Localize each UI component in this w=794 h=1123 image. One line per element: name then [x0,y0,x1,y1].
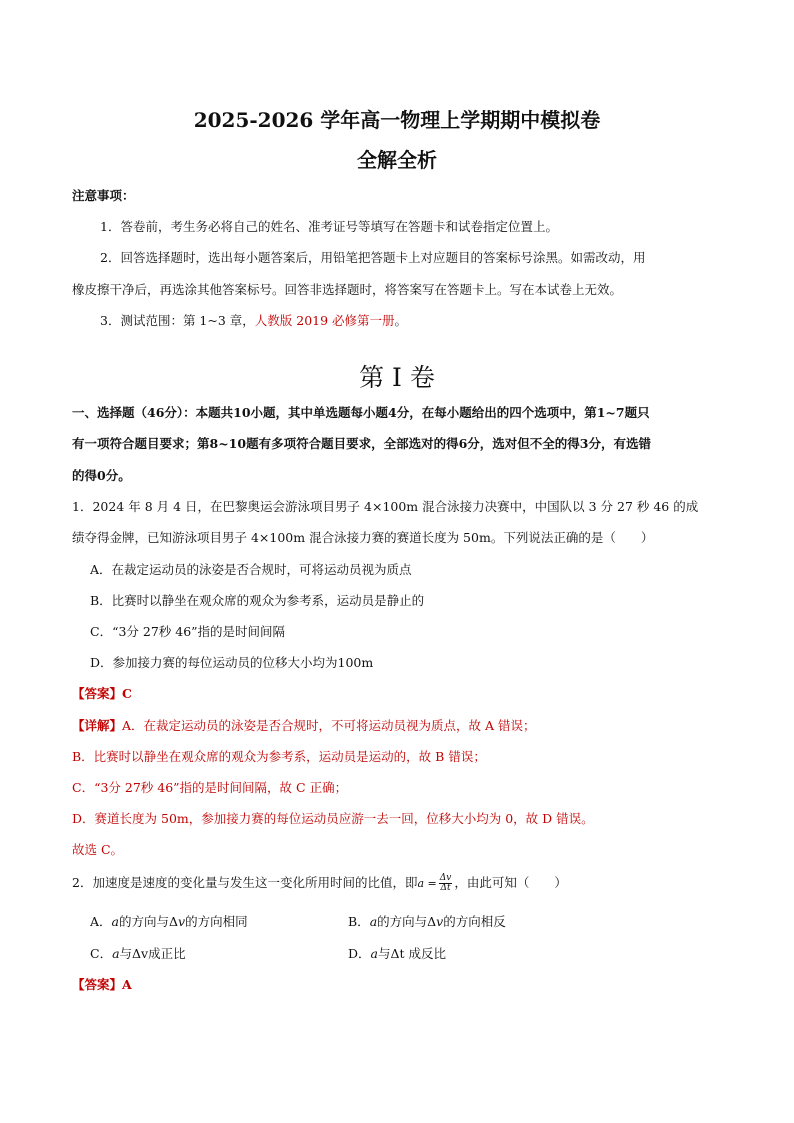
q2-option-b-mid: 的方向与Δ [377,914,437,929]
q1-conclusion: 故选 C。 [72,842,124,857]
q1-option-d: D．参加接力赛的每位运动员的位移大小均为100m [90,655,374,670]
q2-formula-fraction [439,874,453,893]
q2-option-a-var: a [111,914,119,929]
q1-stem-line-2: 绩夺得金牌，已知游泳项目男子 4×100m 混合泳接力赛的赛道长度为 50m。下列说法正确的是（ ） [72,530,654,545]
notice-item-3-scope: 人教版 2019 必修第一册 [254,313,395,328]
q1-answer-label: 【答案】 [72,686,123,701]
q2-option-b-var2: v [436,914,444,929]
q2-answer-label: 【答案】 [72,977,123,992]
q2-option-a-mid: 的方向与Δ [118,914,179,929]
notice-item-1: 1．答卷前，考生务必将自己的姓名、准考证号等填写在答题卡和试卷指定位置上。 [100,219,558,234]
q2-formula-numerator: Δv [439,873,452,883]
q2-option-c-var: a [112,946,120,961]
q2-answer-value: A [122,977,132,992]
q1-answer-value: C [122,686,132,701]
q2-option-c-post: 与Δv成正比 [119,946,186,961]
q2-option-d-letter: D． [348,946,371,961]
q1-detail-a-text: A．在裁定运动员的泳姿是否合规时，不可将运动员视为质点，故 A 错误； [122,718,536,733]
section-1-line-1: 一、选择题（46分）：本题共10小题，其中单选题每小题4分，在每小题给出的四个选项中，第1~7题只 [72,405,650,420]
q1-detail-c: C．“3分 27秒 46”指的是时间间隔，故 C 正确； [72,780,348,795]
q1-detail-b: B．比赛时以静坐在观众席的观众为参考系，运动员是运动的，故 B 错误； [72,749,486,764]
q2-answer [72,977,132,993]
q2-option-b-var: a [369,914,378,929]
q2-formula-lhs: a = [417,877,437,890]
notice-item-2-line-1: 2．回答选择题时，选出每小题答案后，用铅笔把答题卡上对应题目的答案标号涂黑。如需改动，用 [100,250,646,265]
q2-option-d-post: 与Δt 成反比 [377,946,447,961]
notice-item-3 [100,313,407,329]
q1-option-a: A．在裁定运动员的泳姿是否合规时，可将运动员视为质点 [90,562,412,577]
q2-option-a [90,914,248,930]
q2-stem-prefix: 2．加速度是速度的变化量与发生这一变化所用时间的比值，即 [72,875,418,890]
exam-title: 2025-2026 学年高一物理上学期期中模拟卷 [193,108,601,132]
q1-option-c: C．“3分 27秒 46”指的是时间间隔 [90,624,286,639]
notice-item-2-line-2: 橡皮擦干净后，再选涂其他答案标号。回答非选择题时，将答案写在答题卡上。写在本试卷上无效。 [72,282,623,297]
q1-detail-a [72,718,536,734]
q2-stem-suffix: ，由此可知（ ） [454,875,567,890]
q1-stem-line-1: 1．2024 年 8 月 4 日，在巴黎奥运会游泳项目男子 4×100m 混合泳接力决赛中，中国队以 3 分 27 秒 46 的成 [72,499,699,514]
q2-stem [72,874,567,893]
volume-title: 第 I 卷 [359,363,435,392]
notice-item-3-suffix: 。 [394,313,408,328]
q1-detail-d: D．赛道长度为 50m，参加接力赛的每位运动员应游一去一回，位移大小均为 0，故 D 错误。 [72,811,594,826]
q1-option-b: B．比赛时以静坐在观众席的观众为参考系，运动员是静止的 [90,593,425,608]
q2-option-a-var2: v [178,914,186,929]
q2-formula-denominator: Δt [440,883,451,893]
q2-option-c-letter: C． [90,946,113,961]
q2-option-b [348,914,506,930]
q1-answer [72,686,132,702]
q2-option-b-post: 的方向相反 [443,914,506,929]
q2-option-b-letter: B． [348,914,370,929]
q2-option-a-letter: A． [90,914,112,929]
section-1-line-2: 有一项符合题目要求；第8~10题有多项符合题目要求，全部选对的得6分，选对但不全的得3分，有选错 [72,436,651,451]
exam-subtitle: 全解全析 [357,148,437,172]
notice-item-3-prefix: 3．测试范围：第 1~3 章， [100,313,255,328]
notice-heading: 注意事项： [72,188,135,203]
q1-detail-label: 【详解】 [72,718,123,733]
q2-option-c [90,946,186,962]
section-1-line-3: 的得0分。 [72,468,131,483]
q2-option-d-var: a [370,946,378,961]
q2-option-d [348,946,446,962]
q2-option-a-post: 的方向相同 [185,914,248,929]
